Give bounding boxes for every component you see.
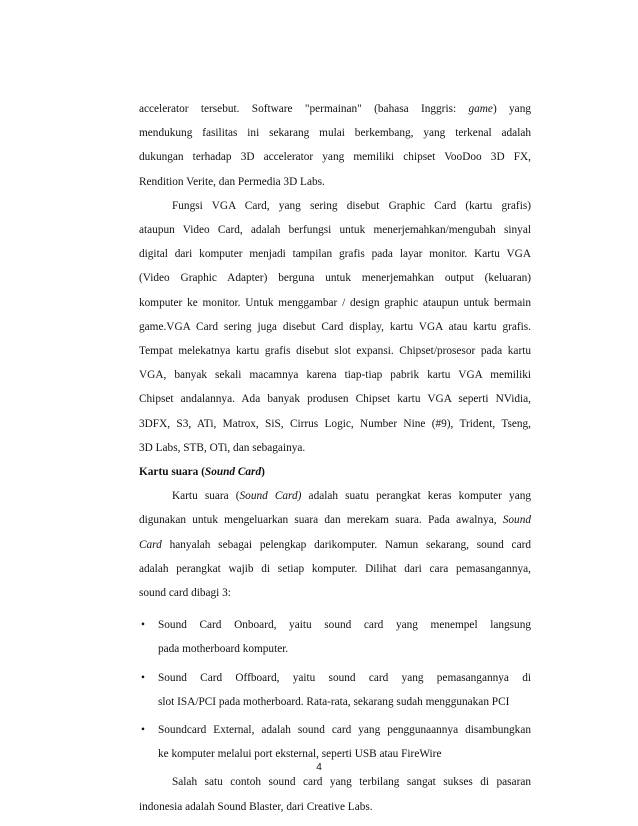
text-line: accelerator tersebut. Software "permainan" (bahasa Inggris: game) yang [139,103,531,115]
paragraph-sound-card [139,484,531,605]
page-number: 4 [316,762,322,773]
list-item [139,666,531,714]
text-line: Salah satu contoh sound card yang terbilang sangat sukses di pasaran [172,776,531,789]
text-line: ke komputer melalui port eksternal, seperti USB atau FireWire [158,748,442,761]
list-item [139,718,531,766]
list-item [139,613,531,661]
text-line: (Video Graphic Adapter) berguna untuk menerjemahkan output (keluaran) [139,272,531,285]
text-line: Tempat melekatnya kartu grafis disebut slot expansi. Chipset/prosesor pada kartu [139,345,531,358]
bullet-icon: • [141,671,145,684]
text-line: slot ISA/PCI pada motherboard. Rata-rata, sekarang sudah menggunakan PCI [158,695,510,708]
document-page [139,97,531,819]
text-line: pada motherboard komputer. [158,643,289,656]
text-line: sound card dibagi 3: [139,587,231,600]
text-line: Chipset andalannya. Ada banyak produsen Chipset kartu VGA seperti NVidia, [139,393,531,406]
text-line: komputer ke monitor. Untuk menggambar / design graphic ataupun untuk bermain [139,296,531,309]
text-line: VGA, banyak sekali macamnya karena tiap-tiap pabrik kartu VGA memiliki [139,369,531,382]
bullet-list [139,613,531,766]
paragraph-continuation [139,97,531,194]
text-line: Kartu suara (Sound Card) adalah suatu perangkat keras komputer yang [172,490,532,503]
text-line: Soundcard External, adalah sound card yang penggunaannya disambungkan [158,724,531,737]
text-line: mendukung fasilitas ini sekarang mulai berkembang, yang terkenal adalah [139,127,531,140]
text-line: indonesia adalah Sound Blaster, dari Creative Labs. [139,800,373,813]
text-line: Fungsi VGA Card, yang sering disebut Graphic Card (kartu grafis) [172,199,531,212]
text-line: 3DFX, S3, ATi, Matrox, SiS, Cirrus Logic, Number Nine (#9), Trident, Tseng, [139,417,531,430]
paragraph-sound-blaster [139,770,531,818]
section-heading: Kartu suara (Sound Card) [139,466,265,479]
text-line: dukungan terhadap 3D accelerator yang memiliki chipset VooDoo 3D FX, [139,151,531,164]
text-line: digital dari komputer menjadi tampilan grafis pada layar monitor. Kartu VGA [139,248,531,261]
bullet-icon: • [141,724,145,737]
text-line: 3D Labs, STB, OTi, dan sebagainya. [139,441,306,454]
text-line: Card hanyalah sebagai pelengkap darikomputer. Namun sekarang, sound card [139,538,531,551]
paragraph-vga-card [139,194,531,460]
text-line: Sound Card Offboard, yaitu sound card yang pemasangannya di [158,671,531,684]
text-line: Rendition Verite, dan Permedia 3D Labs. [139,175,325,188]
bullet-icon: • [141,619,145,632]
text-line: game.VGA Card sering juga disebut Card display, kartu VGA atau kartu grafis. [139,320,531,333]
text-line: digunakan untuk mengeluarkan suara dan merekam suara. Pada awalnya, Sound [139,514,531,527]
text-line: ataupun Video Card, adalah berfungsi untuk menerjemahkan/mengubah sinyal [139,224,531,237]
italic-term: game [468,103,493,115]
text-line: Sound Card Onboard, yaitu sound card yang menempel langsung [158,619,531,632]
text-line: adalah perangkat wajib di setiap komputer. Dilihat dari cara pemasangannya, [139,562,531,575]
